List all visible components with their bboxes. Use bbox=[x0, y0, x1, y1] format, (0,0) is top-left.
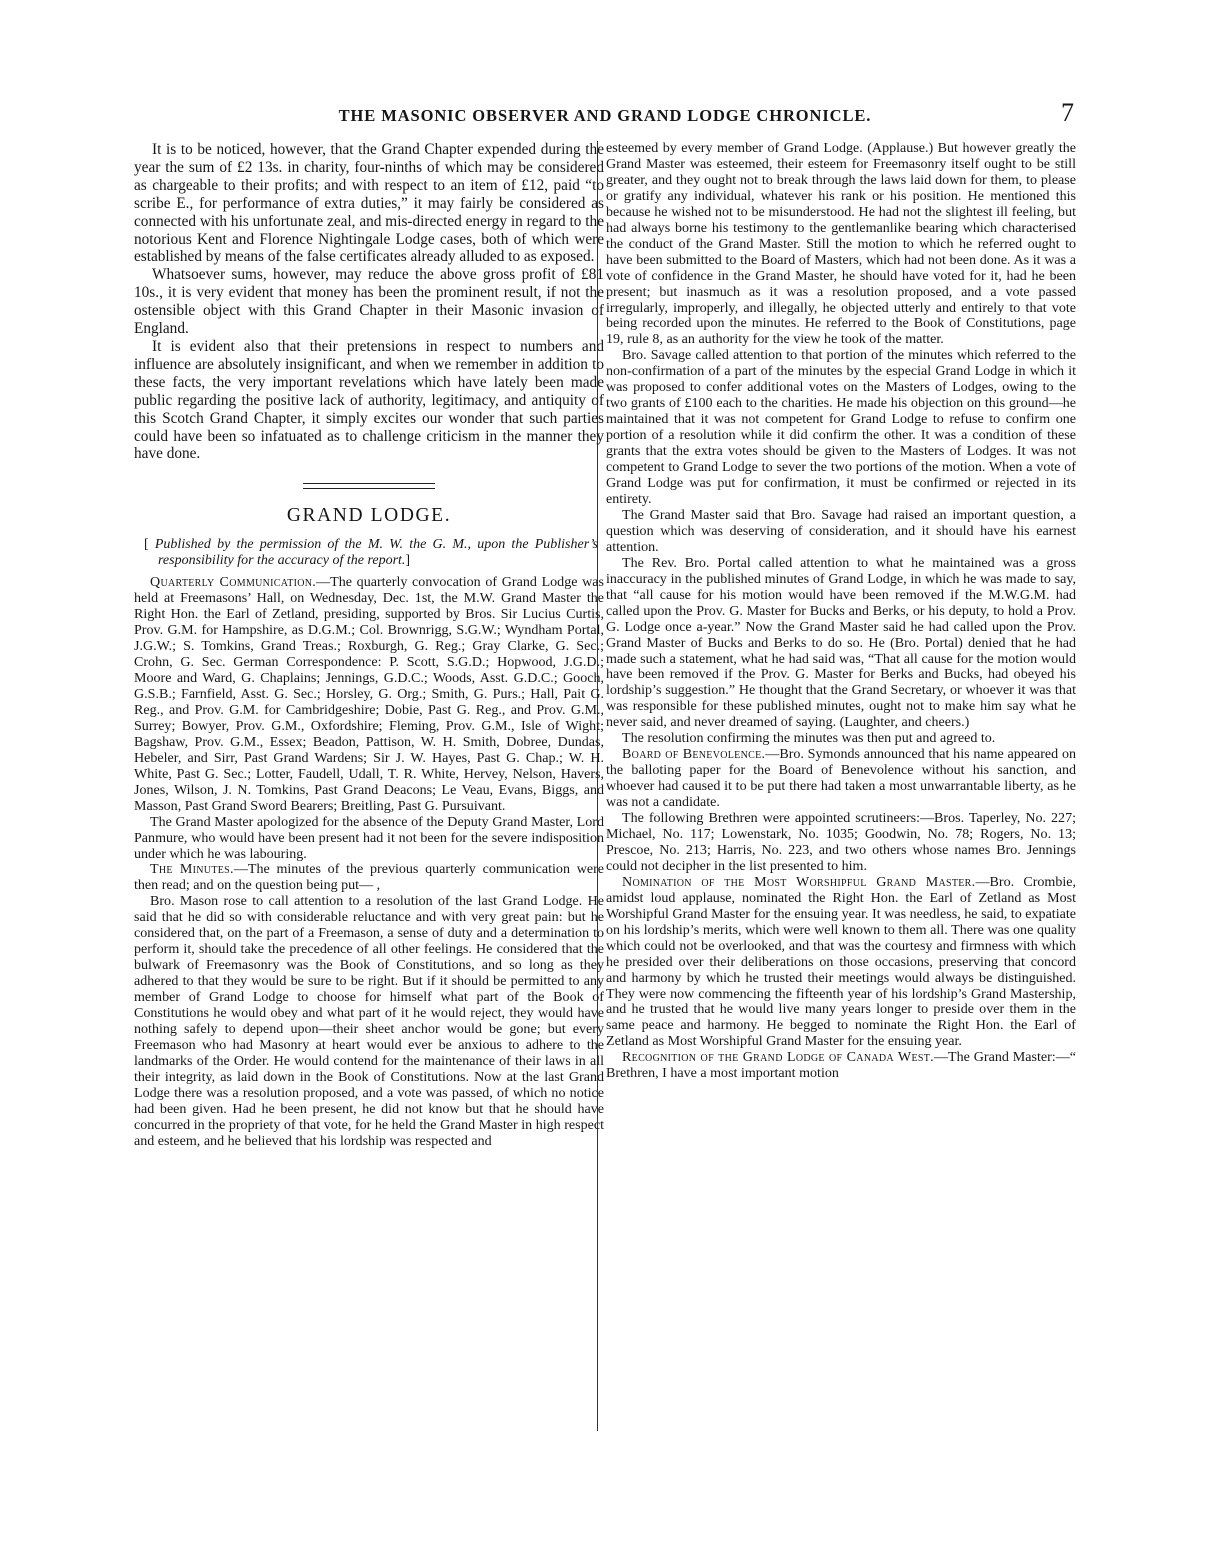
minutes-text: —The minutes of the previous quarterly communication were then read; and on the question being put— , bbox=[134, 861, 604, 894]
lead-paragraph-1: It is to be noticed, however, that the Grand Chapter expended during the year the sum of £2 13s. in charity, four-ninths of which may be considered as chargeable to their profits; and with respect to an item of £12, paid “to scribe E., for performance of extra duties,” it may fairly be considered as connected with his unfortunate zeal, and mis-directed energy in regard to the notorious Kent and Florence Nightingale Lodge cases, both of which were established by means of the false certificates already alluded to as exposed. bbox=[134, 141, 604, 266]
section-rule bbox=[303, 483, 435, 489]
mason-continued-paragraph: esteemed by every member of Grand Lodge. (Applause.) But however greatly the Grand Master was esteemed, their esteem for Freemasonry itself ought to be still greater, and they ought not to break through the laws laid down for them, to please or gratify any individual, whatever his rank or his position. He mentioned this because he wished not to be misunderstood. He had not the slightest ill feeling, but had always borne his testimony to the gentlemanlike bearing which characterised the conduct of the Grand Master. Still the motion to which he referred ought to have been submitted to the Board of Masters, which had not been done. As it was a vote of confidence in the Grand Master, he should have voted for it, had he been present; but inasmuch as it was a resolution proposed, and a vote passed irregularly, improperly, and illegally, he objected utterly and entirely to that vote being recorded upon the minutes. He referred to the Book of Constitutions, page 19, rule 8, as an authority for the view he took of the matter. bbox=[606, 140, 1076, 348]
page-number: 7 bbox=[1061, 98, 1074, 127]
close-bracket: ] bbox=[405, 553, 411, 569]
scrutineers-paragraph: The following Brethren were appointed scrutineers:—Bros. Taperley, No. 227; Michael, No. 117; Lowenstark, No. 1035; Goodwin, No. 78; Rogers, No. 13; Prescoe, No. 213; Harris, No. 223, and two others whose names Bro. Jennings could not decipher in the list presented to him. bbox=[606, 810, 1076, 874]
nomination-text: —Bro. Crombie, amidst loud applause, nominated the Right Hon. the Earl of Zetland as Most Worshipful Grand Master for the ensuing year. It was needless, he said, to expatiate on his lordship’s merits, which were well known to them all. There was one quality which could not be overlooked, and that was the courtesy and firmness with which he presided over their deliberations on those occasions, preserving that concord and harmony by which he trusted their meetings would always be distinguished. They were now commencing the fifteenth year of his lordship’s Grand Mastership, and he trusted that he would live many years longer to preside over them in the same peace and harmony. He begged to nominate the Right Hon. the Earl of Zetland as Most Worshipful Grand Master for the ensuing year. bbox=[606, 873, 1076, 1050]
grand-master-reply-paragraph: The Grand Master said that Bro. Savage had raised an important question, a question which was deserving of consideration, and it should have his earnest attention. bbox=[606, 506, 1076, 555]
lead-paragraph-2: Whatsoever sums, however, may reduce the above gross profit of £81 10s., it is very evident that money has been the prominent result, if not the ostensible object with this Grand Chapter in their Masonic invasion of England. bbox=[134, 266, 604, 338]
page-header bbox=[134, 100, 1076, 134]
canada-paragraph bbox=[606, 1050, 1076, 1082]
mason-paragraph: Bro. Mason rose to call attention to a resolution of the last Grand Lodge. He said that he did so with considerable reluctance and with very great pain: but he considered that, on the part of a Freemason, a sense of duty and a determination to perform it, should take the precedence of all other feelings. He considered that the bulwark of Freemasonry was the Book of Constitutions, and so long as they adhered to that they would be sure to be right. But if it should be permitted to any member of Grand Lodge to choose for himself what part of the Book of Constitutions he would obey and what part of it he would reject, they would have nothing safely to depend upon—their sheet anchor would be gone; but every Freemason who had Masonry at heart would ever be anxious to adhere to the landmarks of the Order. He would contend for the maintenance of their laws in all their integrity, as laid down in the Book of Constitutions. Now at the last Grand Lodge there was a resolution proposed, and a vote was passed, of which no notice had been given. Had he been present, he did not know but that he should have concurred in the propriety of that vote, for he held the Grand Master in high respect and esteem, and he believed that his lordship was respected and bbox=[134, 893, 604, 1149]
benevolence-text: —Bro. Symonds announced that his name appeared on the balloting paper for the Board of Benevolence without his sanction, and whoever had caused it to be put there had taken a most unwarrantable liberty, as he was not a candidate. bbox=[606, 746, 1076, 811]
portal-paragraph: The Rev. Bro. Portal called attention to what he maintained was a gross inaccuracy in the published minutes of Grand Lodge, in which he was made to say, that “all cause for his motion would have been removed if the M.W.G.M. had called upon the Prov. G. Master for Bucks and Berks, or his deputy, to hold a Prov. G. Lodge once a-year.” Now the Grand Master said he had called upon the Prov. Grand Master of Bucks and Berks to do so. He (Bro. Portal) denied that he had made such a statement, what he had said was, “That all cause for the motion would have been removed if the Prov. G. Master for Berks and Bucks, had obeyed his lordship’s suggestion.” He thought that the Grand Secretary, or whoever it was that was responsible for these published minutes, ought not to make him say what he never said, and never dreamed of saying. (Laughter, and cheers.) bbox=[606, 554, 1076, 731]
right-column bbox=[606, 141, 1076, 1082]
section-title: GRAND LODGE. bbox=[286, 505, 452, 527]
quarterly-communication-text: —The quarterly convocation of Grand Lodge was held at Freemasons’ Hall, on Wednesday, Dec. 1st, the M.W. Grand Master the Right Hon. the Earl of Zetland, presiding, supported by Bros. Sir Lucius Curtis, Prov. G.M. for Hampshire, as D.G.M.; Col. Brownrigg, S.G.W.; Wyndham Portal, J.G.W.; S. Tomkins, Grand Treas.; Roxburgh, G. Reg.; Gray Clarke, G. Sec.; Crohn, G. Sec. German Correspondence: P. Scott, S.G.D.; Hopwood, J.G.D.; Moore and Ward, G. Chaplains; Jennings, G.D.C.; Woods, Asst. G.D.C.; Gooch, G.S.B.; Farnfield, Asst. G. Sec.; Horsley, G. Org.; Smith, G. Purs.; Hall, Pait G. Reg., and Prov. G.M. for Cambridgeshire; Dobie, Past G. Reg., and Prov. G.M., Surrey; Bowyer, Prov. G.M., Oxfordshire; Fleming, Prov. G.M., Isle of Wight; Bagshaw, Prov. G.M., Essex; Beadon, Pattison, W. H. Smith, Dobree, Dundas, Hebeler, and Sirr, Past Grand Wardens; Sir J. W. Hayes, Past G. Chap.; W. H. White, Past G. Sec.; Lotter, Faudell, Udall, T. R. White, Hervey, Nelson, Havers, Jones, Wilson, J. N. Tomkins, Past Grand Deacons; Le Veau, Evans, Biggs, and Masson, Past Grand Sword Bearers; Breitling, Past G. Pursuivant. bbox=[134, 574, 604, 814]
publication-note-text: Published by the permission of the M. W. the G. M., upon the Publisher’s responsibility for the accuracy of the report. bbox=[154, 537, 598, 569]
lead-article bbox=[134, 141, 604, 463]
open-bracket: [ bbox=[144, 537, 149, 553]
canada-text: —The Grand Master:—“ Brethren, I have a most important motion bbox=[606, 1049, 1076, 1082]
minutes-heading: The Minutes. bbox=[150, 861, 234, 878]
lead-paragraph-3: It is evident also that their pretensions in respect to numbers and influence are absolutely insignificant, and when we remember in addition to these facts, the very important revelations which have lately been made public regarding the positive lack of authority, legitimacy, and antiquity of this Scotch Grand Chapter, it simply excites our wonder that such parties could have been so infatuated as to challenge criticism in the manner they have done. bbox=[134, 337, 604, 463]
minutes-paragraph bbox=[134, 862, 604, 894]
quarterly-communication-heading: Quarterly Communication. bbox=[150, 574, 317, 591]
savage-paragraph: Bro. Savage called attention to that portion of the minutes which referred to the non-confirmation of a part of the minutes by the especial Grand Lodge in which it was proposed to confer additional votes on the Masters of Lodges, owing to the two grants of £100 each to the charities. He made his objection on this ground—he maintained that it was not competent for Grand Lodge to refuse to confirm one portion of a resolution while it did confirm the other. It was a condition of these grants that the extra votes should be given to the Masters of Lodges. It was not competent to Grand Lodge to sever the two portions of the motion. When a vote of Grand Lodge was put for confirmation, it must be confirmed or rejected in its entirety. bbox=[606, 347, 1076, 507]
quarterly-communication-paragraph bbox=[134, 575, 604, 814]
benevolence-paragraph bbox=[606, 747, 1076, 811]
nomination-heading: Nomination of the Most Worshipful Grand Master. bbox=[622, 873, 976, 890]
nomination-paragraph bbox=[606, 875, 1076, 1050]
apology-paragraph: The Grand Master apologized for the absence of the Deputy Grand Master, Lord Panmure, who would have been present had it not been for the severe indisposition under which he was labouring. bbox=[134, 813, 604, 862]
benevolence-heading: Board of Benevolence. bbox=[622, 746, 766, 763]
running-head: THE MASONIC OBSERVER AND GRAND LODGE CHRONICLE. bbox=[338, 106, 872, 125]
publication-note bbox=[134, 537, 604, 569]
confirmation-paragraph: The resolution confirming the minutes was then put and agreed to. bbox=[622, 730, 996, 747]
left-column bbox=[134, 141, 604, 1150]
canada-heading: Recognition of the Grand Lodge of Canada West. bbox=[622, 1049, 934, 1066]
